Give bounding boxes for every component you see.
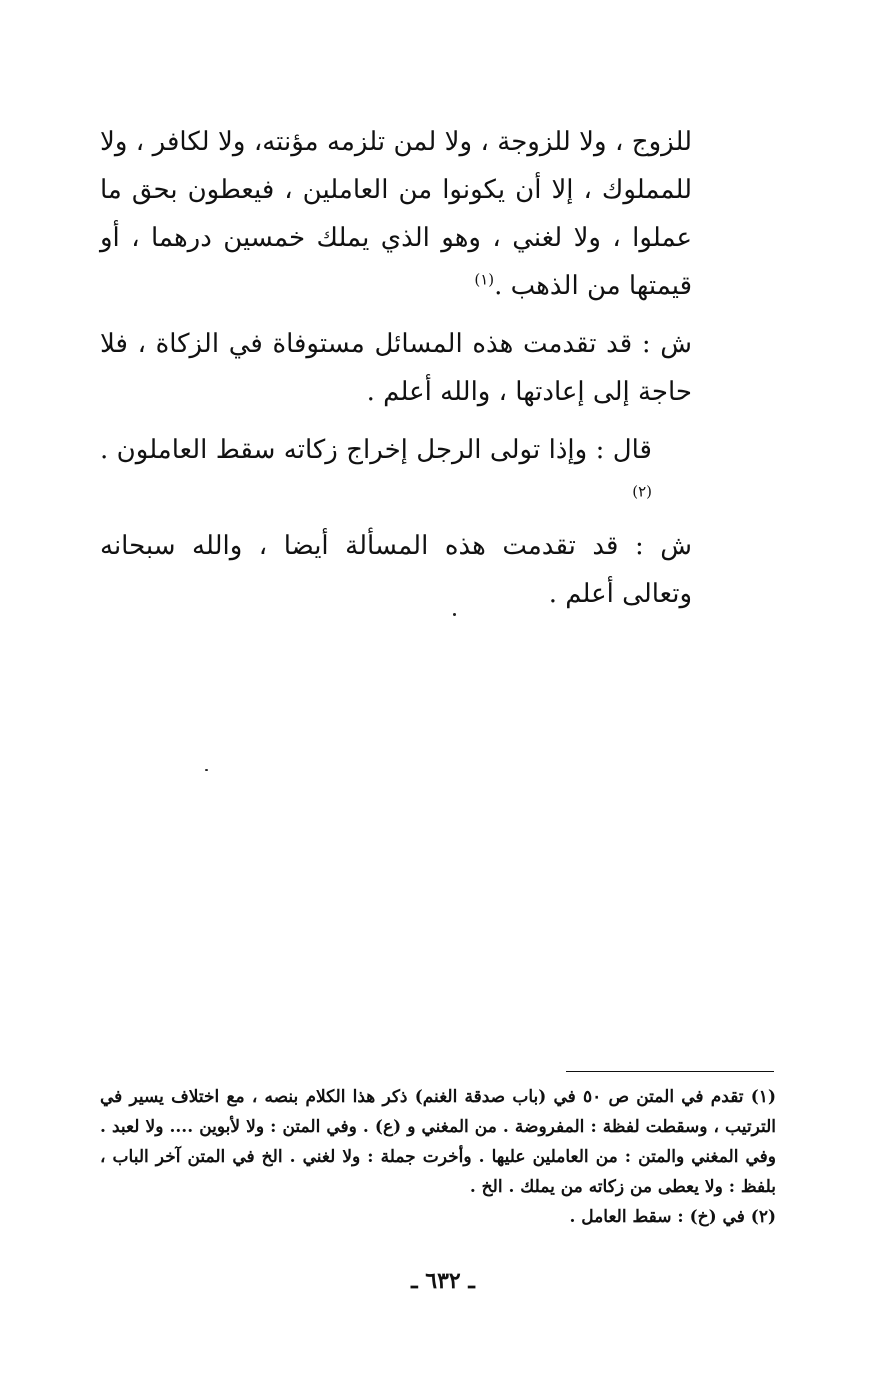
paragraph-3-text: قال : وإذا تولى الرجل إخراج زكاته سقط العاملون . [100,435,652,465]
paragraph-4 [100,522,692,618]
paragraph-3 [100,426,692,522]
page-number: ـ ٦٣٢ ـ [411,1268,475,1294]
footnote-1: (١) تقدم في المتن ص ٥٠ في (باب صدقة الغنم) ذكر هذا الكلام بنصه ، مع اختلاف يسير في الترتيب ، وسقطت لفظة : المفروضة . من المغني و (ع) . وفي المتن : ولا لأبوين .... ولا لعبد . وفي المغني والمتن : من العاملين عليها . وأخرت جملة : ولا لغني . الخ في المتن آخر الباب ، بلفظ : ولا يعطى من زكاته من يملك . الخ . [100,1087,776,1197]
paragraph-4-text: ش : قد تقدمت هذه المسألة أيضا ، والله سبحانه وتعالى أعلم . [100,531,692,609]
footnote-ref-1: (١) [474,270,495,289]
footnotes-block [100,1082,776,1232]
footnote-separator [566,1071,774,1072]
paragraph-2 [100,320,692,416]
scan-speck [453,613,456,616]
main-text-block [100,118,692,618]
paragraph-1 [100,118,692,310]
footnote-2: (٢) في (خ) : سقط العامل . [569,1207,776,1227]
paragraph-2-text: ش : قد تقدمت هذه المسائل مستوفاة في الزكاة ، فلا حاجة إلى إعادتها ، والله أعلم . [100,329,692,407]
footnote-ref-2: (٢) [632,482,652,501]
scan-speck [205,769,208,771]
paragraph-1-text: للزوج ، ولا للزوجة ، ولا لمن تلزمه مؤنته، ولا لكافر ، ولا للمملوك ، إلا أن يكونوا من العاملين ، فيعطون بحق ما عملوا ، ولا لغني ، وهو الذي يملك خمسين درهما ، أو قيمتها من الذهب . [100,127,692,301]
